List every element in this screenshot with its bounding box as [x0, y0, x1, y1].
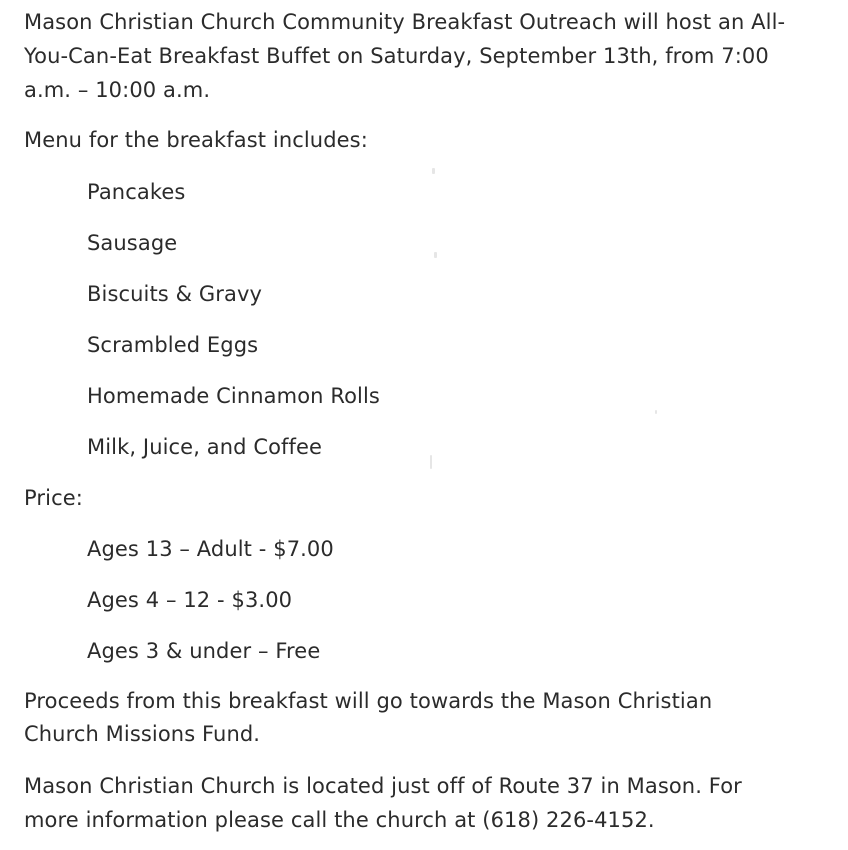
menu-item: Pancakes [87, 180, 186, 204]
menu-item: Biscuits & Gravy [87, 282, 263, 306]
menu-item: Milk, Juice, and Coffee [87, 435, 323, 459]
menu-item: Homemade Cinnamon Rolls [87, 384, 380, 408]
intro-line: Mason Christian Church Community Breakfast Outreach will host an All- [24, 10, 786, 34]
price-item: Ages 3 & under – Free [87, 639, 321, 663]
location-line: Mason Christian Church is located just off of Route 37 in Mason. For [24, 774, 742, 798]
intro-line: a.m. – 10:00 a.m. [24, 78, 211, 102]
menu-item: Sausage [87, 231, 178, 255]
menu-item: Scrambled Eggs [87, 333, 259, 357]
intro-line: You-Can-Eat Breakfast Buffet on Saturday, September 13th, from 7:00 [24, 44, 769, 68]
price-heading: Price: [24, 486, 83, 510]
price-item: Ages 13 – Adult - $7.00 [87, 537, 334, 561]
price-item: Ages 4 – 12 - $3.00 [87, 588, 293, 612]
scan-speck [434, 252, 437, 258]
scan-speck [430, 455, 432, 469]
scan-speck [655, 410, 657, 414]
proceeds-line: Proceeds from this breakfast will go towards the Mason Christian [24, 689, 713, 713]
location-line: more information please call the church at (618) 226-4152. [24, 808, 655, 832]
menu-heading: Menu for the breakfast includes: [24, 128, 368, 152]
scan-speck [432, 168, 435, 174]
proceeds-line: Church Missions Fund. [24, 722, 261, 746]
